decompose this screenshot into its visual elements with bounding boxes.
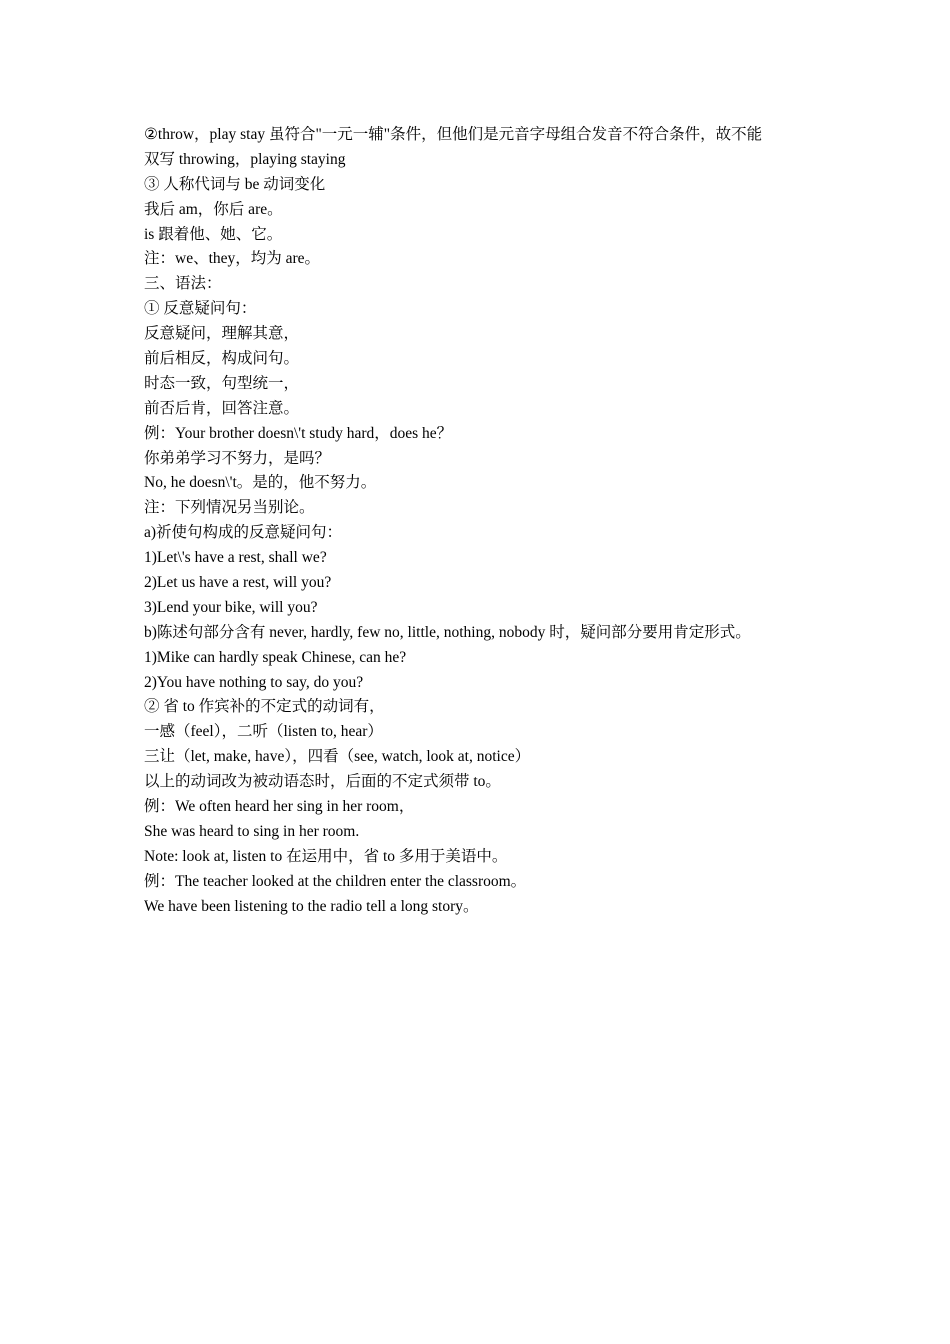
example-line: 1)Let\'s have a rest, shall we? [144, 549, 327, 567]
example-line: 例：We often heard her sing in her room， [144, 798, 415, 816]
example-line: 例：Your brother doesn\'t study hard，does he？ [144, 424, 453, 442]
text-line: 以上的动词改为被动语态时，后面的不定式须带 to。 [144, 773, 501, 791]
text-line: 前后相反，构成问句。 [144, 350, 300, 368]
subsection-heading: ① 反意疑问句： [144, 300, 257, 318]
example-line: 2)You have nothing to say, do you? [144, 673, 364, 691]
note-line: Note: look at, listen to 在运用中，省 to 多用于美语中。 [144, 847, 508, 865]
text-line: 时态一致，句型统一， [144, 374, 300, 392]
text-line: 双写 throwing，playing staying [144, 150, 346, 168]
section-heading: 三、语法： [144, 275, 222, 293]
example-line: She was heard to sing in her room. [144, 822, 360, 840]
text-line: 一感（feel），二听（listen to, hear） [144, 723, 383, 741]
note-line: 注：下列情况另当别论。 [144, 499, 315, 517]
text-line: No, he doesn\'t。是的，他不努力。 [144, 474, 377, 492]
text-line: is 跟着他、她、它。 [144, 225, 283, 243]
example-line: We have been listening to the radio tell a long story。 [144, 897, 479, 915]
text-line: 我后 am，你后 are。 [144, 200, 283, 218]
example-line: 1)Mike can hardly speak Chinese, can he? [144, 648, 407, 666]
text-line: b)陈述句部分含有 never, hardly, few no, little, nothing, nobody 时，疑问部分要用肯定形式。 [144, 623, 751, 641]
subsection-heading: ② 省 to 作宾补的不定式的动词有， [144, 698, 385, 716]
text-line: a)祈使句构成的反意疑问句： [144, 524, 343, 542]
example-line: 3)Lend your bike, will you? [144, 598, 318, 616]
text-line: 三让（let, make, have），四看（see, watch, look at, notice） [144, 748, 531, 766]
example-line: 2)Let us have a rest, will you? [144, 574, 332, 592]
example-line: 例：The teacher looked at the children enter the classroom。 [144, 872, 527, 890]
text-line: 注：we、they，均为 are。 [144, 250, 321, 268]
text-line: ②throw，play stay 虽符合"一元一辅"条件，但他们是元音字母组合发音不符合条件，故不能 [144, 126, 763, 143]
text-line: 你弟弟学习不努力，是吗？ [144, 449, 331, 467]
text-line: ③ 人称代词与 be 动词变化 [144, 175, 326, 193]
text-line: 前否后肯，回答注意。 [144, 399, 300, 417]
document-body [144, 123, 824, 920]
text-line: 反意疑问，理解其意， [144, 325, 300, 343]
